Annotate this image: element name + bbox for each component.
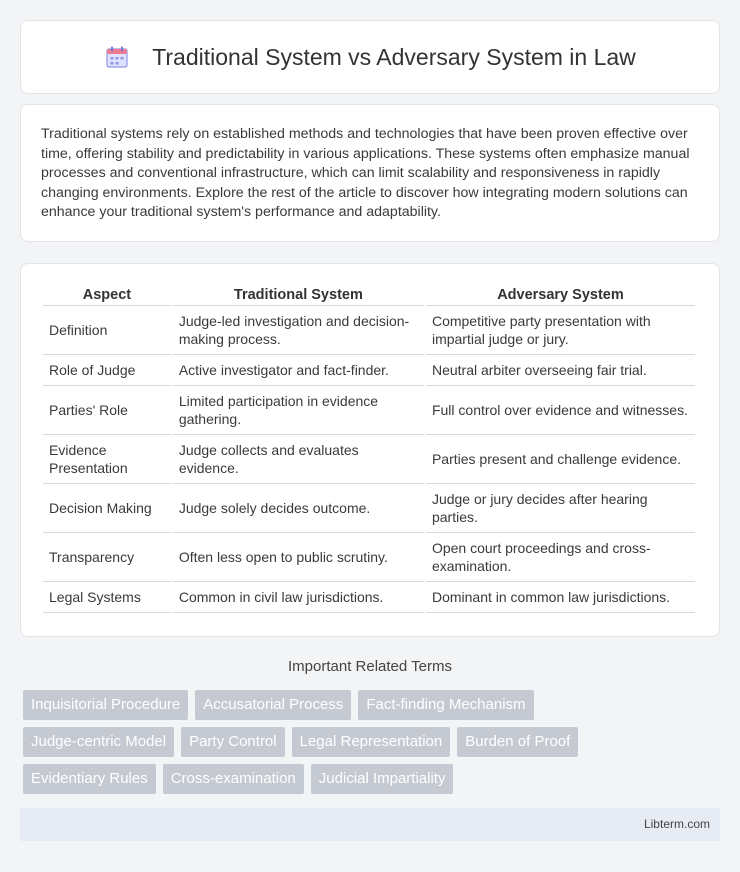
table-cell: Judge-led investigation and decision-making process. [173, 306, 424, 355]
table-row [43, 533, 695, 582]
table-cell: Limited participation in evidence gathering. [173, 386, 424, 435]
column-header-adversary: Adversary System [426, 284, 695, 306]
related-terms-title: Important Related Terms [288, 658, 452, 675]
tag-evidentiary-rules[interactable]: Evidentiary Rules [23, 764, 156, 794]
table-header-row [43, 284, 695, 306]
table-row [43, 435, 695, 484]
footer-link[interactable]: Libterm.com [643, 817, 710, 831]
table-cell: Parties present and challenge evidence. [426, 435, 695, 484]
table-cell: Judge or jury decides after hearing parties. [426, 484, 695, 533]
table-row [43, 306, 695, 355]
tag-row [23, 764, 723, 794]
table-cell: Dominant in common law jurisdictions. [426, 582, 695, 613]
footer [20, 808, 720, 841]
table-cell: Active investigator and fact-finder. [173, 355, 424, 386]
related-terms-tags [23, 690, 723, 801]
tag-legal-representation[interactable]: Legal Representation [292, 727, 451, 757]
table-row [43, 582, 695, 613]
tag-row [23, 690, 723, 720]
table-cell: Decision Making [43, 484, 171, 533]
tag-judicial-impartiality[interactable]: Judicial Impartiality [311, 764, 454, 794]
tag-burden-of-proof[interactable]: Burden of Proof [457, 727, 578, 757]
intro-paragraph: Traditional systems rely on established methods and technologies that have been proven effective over time, offering stability and predictability in various applications. These systems often emphasize manual processes and conventional infrastructure, which can limit scalability and responsiveness in rapidly changing environments. Explore the rest of the article to discover how integrating modern solutions can enhance your traditional system's performance and adaptability. [41, 126, 690, 221]
table-cell: Legal Systems [43, 582, 171, 613]
table-cell: Often less open to public scrutiny. [173, 533, 424, 582]
table-cell: Evidence Presentation [43, 435, 171, 484]
comparison-table-card [20, 263, 720, 637]
table-cell: Definition [43, 306, 171, 355]
table-cell: Full control over evidence and witnesses. [426, 386, 695, 435]
header [104, 44, 636, 71]
table-cell: Open court proceedings and cross-examination. [426, 533, 695, 582]
table-cell: Common in civil law jurisdictions. [173, 582, 424, 613]
tag-fact-finding-mechanism[interactable]: Fact-finding Mechanism [358, 690, 533, 720]
table-cell: Neutral arbiter overseeing fair trial. [426, 355, 695, 386]
table-cell: Competitive party presentation with impartial judge or jury. [426, 306, 695, 355]
table-cell: Transparency [43, 533, 171, 582]
table-cell: Parties' Role [43, 386, 171, 435]
tag-inquisitorial-procedure[interactable]: Inquisitorial Procedure [23, 690, 188, 720]
header-card [20, 20, 720, 94]
calendar-icon [104, 44, 130, 70]
comparison-table [41, 284, 697, 613]
table-cell: Judge collects and evaluates evidence. [173, 435, 424, 484]
table-cell: Judge solely decides outcome. [173, 484, 424, 533]
tag-party-control[interactable]: Party Control [181, 727, 285, 757]
intro-card [20, 104, 720, 242]
page-title: Traditional System vs Adversary System in Law [152, 43, 636, 70]
table-row [43, 355, 695, 386]
table-row [43, 386, 695, 435]
tag-judge-centric-model[interactable]: Judge-centric Model [23, 727, 174, 757]
tag-cross-examination[interactable]: Cross-examination [163, 764, 304, 794]
tag-row [23, 727, 723, 757]
column-header-aspect: Aspect [43, 284, 171, 306]
table-cell: Role of Judge [43, 355, 171, 386]
tag-accusatorial-process[interactable]: Accusatorial Process [195, 690, 351, 720]
column-header-traditional: Traditional System [173, 284, 424, 306]
table-row [43, 484, 695, 533]
